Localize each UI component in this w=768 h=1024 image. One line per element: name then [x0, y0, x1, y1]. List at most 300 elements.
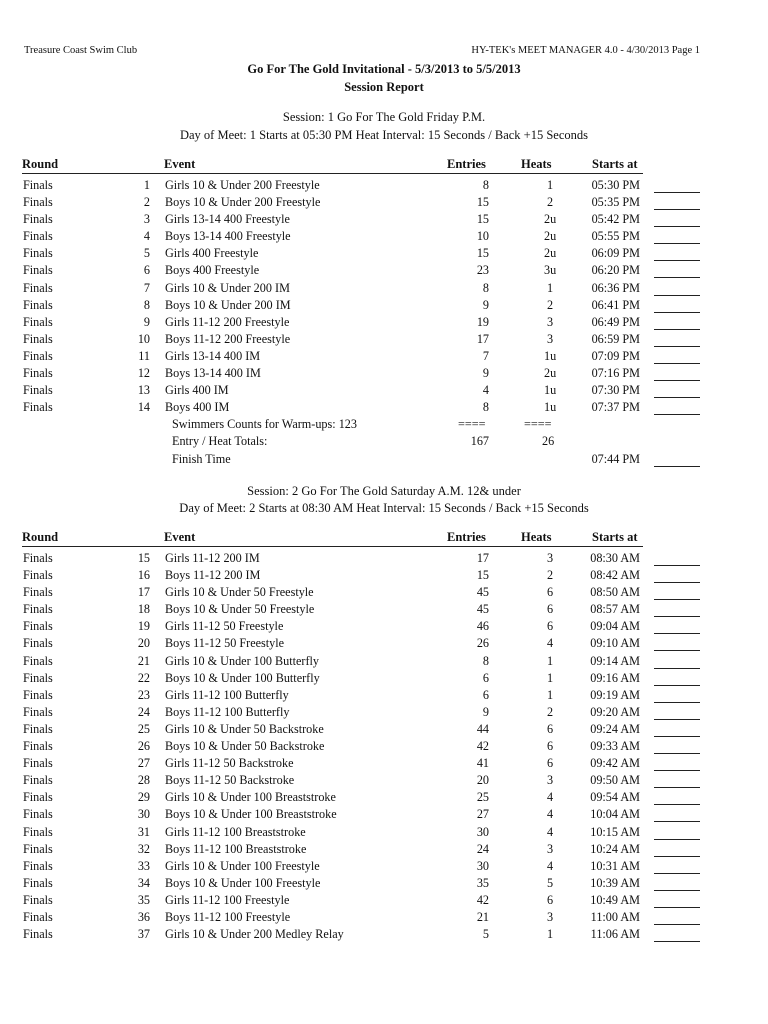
row-start-time: 09:20 AM: [590, 704, 640, 719]
row-entries: 42: [476, 892, 489, 907]
row-heats: 3: [547, 841, 554, 856]
row-heats: 5: [547, 875, 554, 890]
row-start-time: 05:30 PM: [591, 178, 640, 192]
table-row: [0, 331, 768, 348]
table-row: [0, 567, 768, 584]
row-start-time: 05:35 PM: [591, 195, 640, 210]
row-event-name: Girls 11-12 200 Freestyle: [165, 314, 290, 329]
row-event-name: Boys 13-14 400 Freestyle: [165, 229, 291, 244]
row-start-time: 11:00 AM: [590, 909, 640, 924]
row-blank-line: [654, 616, 700, 617]
table-row: [0, 858, 768, 875]
row-heats: 3: [547, 773, 554, 788]
row-round: Finals: [23, 636, 53, 651]
row-start-time: 06:20 PM: [591, 263, 640, 278]
row-event-name: Girls 10 & Under 200 Freestyle: [165, 178, 320, 192]
row-entries: 6: [482, 670, 489, 685]
row-start-time: 08:42 AM: [590, 568, 640, 583]
row-entries: 8: [482, 280, 489, 295]
row-entries: 20: [476, 773, 489, 788]
row-heats: 2: [547, 195, 554, 210]
row-blank-line: [654, 719, 700, 720]
row-event-number: 31: [137, 824, 150, 839]
row-blank-line: [654, 633, 700, 634]
report-title: Session Report: [344, 80, 424, 94]
row-blank-line: [654, 907, 700, 908]
row-round: Finals: [23, 841, 53, 856]
row-round: Finals: [23, 602, 53, 617]
table-row: [0, 584, 768, 601]
row-event-number: 23: [137, 687, 150, 702]
table-row: [0, 297, 768, 314]
row-heats: 6: [547, 739, 554, 754]
row-event-name: Boys 11-12 100 Freestyle: [165, 909, 291, 924]
table-row: [0, 875, 768, 892]
row-blank-line: [654, 414, 700, 415]
row-event-name: Boys 10 & Under 50 Backstroke: [165, 739, 325, 754]
row-blank-line: [654, 295, 700, 296]
row-entries: 45: [476, 585, 489, 600]
row-round: Finals: [23, 195, 53, 210]
table-row: [0, 755, 768, 772]
row-event-number: 29: [137, 790, 150, 805]
row-round: Finals: [23, 568, 53, 583]
session-1-details: Day of Meet: 1 Starts at 05:30 PM Heat Interval: 15 Seconds / Back +15 Seconds: [179, 128, 589, 142]
row-entries: 26: [476, 636, 489, 651]
row-event-number: 25: [137, 721, 150, 736]
row-start-time: 10:24 AM: [590, 841, 640, 856]
row-round: Finals: [23, 229, 53, 244]
row-entries: 10: [476, 229, 489, 244]
row-entries: 46: [476, 619, 489, 634]
row-heats: 2u: [544, 366, 557, 381]
table-row: [0, 550, 768, 567]
row-heats: 2u: [544, 246, 557, 261]
table-row: [0, 806, 768, 823]
row-event-name: Boys 10 & Under 100 Butterfly: [165, 670, 320, 685]
table-row: [0, 228, 768, 245]
col-starts-at: Starts at: [592, 157, 638, 171]
row-start-time: 06:59 PM: [591, 331, 640, 346]
row-heats: 1u: [544, 348, 557, 363]
row-event-name: Boys 11-12 50 Freestyle: [165, 636, 285, 651]
row-round: Finals: [23, 331, 53, 346]
session-2-rows: [0, 550, 768, 943]
table-row: [0, 670, 768, 687]
row-heats: 6: [547, 892, 554, 907]
row-event-number: 19: [137, 619, 150, 634]
table-row: [0, 245, 768, 262]
finish-blank-line: [654, 466, 700, 467]
row-entries: 8: [482, 400, 489, 415]
row-event-number: 2: [143, 195, 150, 210]
row-start-time: 10:49 AM: [590, 892, 640, 907]
row-entries: 8: [482, 178, 489, 192]
row-event-number: 24: [137, 704, 150, 719]
table-row: [0, 211, 768, 228]
row-event-number: 30: [137, 807, 150, 822]
row-event-name: Boys 11-12 100 Butterfly: [165, 704, 290, 719]
row-event-name: Boys 10 & Under 50 Freestyle: [165, 602, 315, 617]
row-entries: 23: [476, 263, 489, 278]
row-heats: 1: [547, 653, 554, 668]
row-blank-line: [654, 397, 700, 398]
row-event-number: 1: [143, 178, 150, 192]
row-event-number: 27: [137, 756, 150, 771]
row-event-number: 15: [137, 551, 150, 565]
row-start-time: 09:04 AM: [590, 619, 640, 634]
row-blank-line: [654, 599, 700, 600]
row-round: Finals: [23, 297, 53, 312]
row-blank-line: [654, 770, 700, 771]
row-entries: 24: [476, 841, 489, 856]
row-blank-line: [654, 582, 700, 583]
row-round: Finals: [23, 366, 53, 381]
table-row: [0, 365, 768, 382]
row-start-time: 07:16 PM: [591, 366, 640, 381]
row-entries: 5: [482, 927, 489, 942]
row-heats: 4: [547, 824, 554, 839]
table-row: [0, 280, 768, 297]
row-event-name: Boys 11-12 200 IM: [165, 568, 261, 583]
meet-title: Go For The Gold Invitational - 5/3/2013 to 5/5/2013: [247, 62, 521, 76]
table-row: [0, 721, 768, 738]
row-heats: 3: [547, 314, 554, 329]
finish-label: Finish Time: [172, 451, 231, 466]
row-round: Finals: [23, 790, 53, 805]
row-event-number: 11: [138, 348, 150, 363]
row-start-time: 07:09 PM: [591, 348, 640, 363]
row-entries: 35: [476, 875, 489, 890]
row-event-number: 8: [143, 297, 150, 312]
table-row: [0, 653, 768, 670]
row-event-name: Girls 13-14 400 Freestyle: [165, 212, 290, 227]
row-heats: 4: [547, 807, 554, 822]
row-blank-line: [654, 668, 700, 669]
row-heats: 6: [547, 585, 554, 600]
row-blank-line: [654, 380, 700, 381]
col-starts-at: Starts at: [592, 530, 638, 544]
row-event-name: Girls 11-12 100 Freestyle: [165, 892, 290, 907]
row-round: Finals: [23, 314, 53, 329]
row-event-name: Boys 10 & Under 200 IM: [165, 297, 291, 312]
row-round: Finals: [23, 246, 53, 261]
row-event-name: Girls 10 & Under 200 IM: [165, 280, 290, 295]
row-round: Finals: [23, 858, 53, 873]
row-heats: 1: [547, 927, 554, 942]
row-event-name: Girls 11-12 100 Butterfly: [165, 687, 289, 702]
table-row: [0, 772, 768, 789]
row-blank-line: [654, 243, 700, 244]
row-round: Finals: [23, 739, 53, 754]
row-start-time: 09:50 AM: [590, 773, 640, 788]
row-blank-line: [654, 890, 700, 891]
table-row: [0, 348, 768, 365]
row-heats: 2u: [544, 212, 557, 227]
row-event-number: 33: [137, 858, 150, 873]
table-row: [0, 399, 768, 416]
row-heats: 6: [547, 721, 554, 736]
row-event-number: 3: [143, 212, 150, 227]
row-start-time: 11:06 AM: [590, 927, 640, 942]
table-row: [0, 789, 768, 806]
session-2-details: Day of Meet: 2 Starts at 08:30 AM Heat Interval: 15 Seconds / Back +15 Seconds: [179, 501, 589, 515]
row-start-time: 08:50 AM: [590, 585, 640, 600]
row-blank-line: [654, 565, 700, 566]
row-entries: 9: [482, 704, 489, 719]
row-start-time: 05:42 PM: [591, 212, 640, 227]
col-event: Event: [164, 530, 196, 544]
row-start-time: 10:04 AM: [590, 807, 640, 822]
session-1-rows: [0, 177, 768, 468]
row-heats: 1: [547, 670, 554, 685]
row-start-time: 08:30 AM: [590, 551, 640, 565]
row-entries: 4: [482, 383, 489, 398]
row-event-name: Girls 10 & Under 100 Freestyle: [165, 858, 320, 873]
table-row: [0, 926, 768, 943]
row-start-time: 10:15 AM: [590, 824, 640, 839]
header-rule-2: [22, 546, 643, 547]
row-blank-line: [654, 329, 700, 330]
row-event-number: 4: [143, 229, 150, 244]
col-event: Event: [164, 157, 196, 171]
row-event-name: Girls 400 IM: [165, 383, 229, 398]
row-heats: 6: [547, 602, 554, 617]
row-start-time: 09:54 AM: [590, 790, 640, 805]
row-entries: 8: [482, 653, 489, 668]
row-event-name: Girls 11-12 50 Freestyle: [165, 619, 284, 634]
row-round: Finals: [23, 551, 53, 565]
row-round: Finals: [23, 263, 53, 278]
row-blank-line: [654, 702, 700, 703]
row-round: Finals: [23, 773, 53, 788]
row-heats: 4: [547, 790, 554, 805]
row-blank-line: [654, 650, 700, 651]
row-heats: 3: [547, 909, 554, 924]
row-blank-line: [654, 821, 700, 822]
row-event-number: 35: [137, 892, 150, 907]
row-event-number: 5: [143, 246, 150, 261]
row-blank-line: [654, 839, 700, 840]
header-rule-1: [22, 173, 643, 174]
row-event-name: Girls 10 & Under 100 Breaststroke: [165, 790, 336, 805]
finish-time-row: [0, 451, 768, 468]
row-blank-line: [654, 260, 700, 261]
row-event-name: Boys 400 Freestyle: [165, 263, 260, 278]
row-event-name: Girls 10 & Under 50 Backstroke: [165, 721, 324, 736]
col-entries: Entries: [447, 530, 486, 544]
row-blank-line: [654, 363, 700, 364]
row-round: Finals: [23, 585, 53, 600]
row-entries: 15: [476, 195, 489, 210]
row-entries: 15: [476, 212, 489, 227]
row-round: Finals: [23, 280, 53, 295]
row-round: Finals: [23, 704, 53, 719]
row-event-name: Boys 10 & Under 100 Breaststroke: [165, 807, 337, 822]
row-start-time: 07:37 PM: [591, 400, 640, 415]
row-event-name: Boys 13-14 400 IM: [165, 366, 261, 381]
row-round: Finals: [23, 400, 53, 415]
table-row: [0, 738, 768, 755]
row-blank-line: [654, 312, 700, 313]
row-event-name: Boys 11-12 50 Backstroke: [165, 773, 295, 788]
col-round: Round: [22, 157, 59, 171]
row-event-number: 14: [137, 400, 150, 415]
row-blank-line: [654, 804, 700, 805]
row-blank-line: [654, 736, 700, 737]
row-round: Finals: [23, 824, 53, 839]
row-entries: 15: [476, 568, 489, 583]
table-row: [0, 601, 768, 618]
row-entries: 7: [482, 348, 489, 363]
row-event-number: 18: [137, 602, 150, 617]
row-blank-line: [654, 192, 700, 193]
table-row: [0, 382, 768, 399]
row-entries: 9: [482, 297, 489, 312]
row-event-number: 21: [137, 653, 150, 668]
row-event-name: Girls 11-12 100 Breaststroke: [165, 824, 306, 839]
row-round: Finals: [23, 670, 53, 685]
row-event-number: 22: [137, 670, 150, 685]
row-event-number: 34: [137, 875, 150, 890]
row-blank-line: [654, 346, 700, 347]
row-event-name: Boys 400 IM: [165, 400, 230, 415]
row-round: Finals: [23, 687, 53, 702]
row-event-number: 36: [137, 909, 150, 924]
row-event-name: Girls 11-12 200 IM: [165, 551, 260, 565]
row-event-name: Girls 10 & Under 200 Medley Relay: [165, 927, 344, 942]
row-blank-line: [654, 941, 700, 942]
session-1-title: Session: 1 Go For The Gold Friday P.M.: [282, 110, 486, 124]
row-round: Finals: [23, 212, 53, 227]
row-start-time: 09:10 AM: [590, 636, 640, 651]
row-start-time: 09:19 AM: [590, 687, 640, 702]
row-round: Finals: [23, 653, 53, 668]
table-row: [0, 194, 768, 211]
row-event-name: Girls 400 Freestyle: [165, 246, 259, 261]
row-entries: 30: [476, 824, 489, 839]
row-round: Finals: [23, 927, 53, 942]
row-event-name: Girls 10 & Under 100 Butterfly: [165, 653, 320, 668]
row-entries: 41: [476, 756, 489, 771]
row-event-number: 32: [137, 841, 150, 856]
header-software: HY-TEK's MEET MANAGER 4.0 - 4/30/2013 Page 1: [471, 45, 700, 56]
totals-row: [0, 433, 768, 450]
header-club: Treasure Coast Swim Club: [24, 45, 138, 56]
table-row: [0, 314, 768, 331]
row-start-time: 09:14 AM: [590, 653, 640, 668]
row-entries: 9: [482, 366, 489, 381]
row-event-number: 26: [137, 739, 150, 754]
row-event-number: 7: [143, 280, 150, 295]
row-event-name: Girls 11-12 50 Backstroke: [165, 756, 294, 771]
row-round: Finals: [23, 383, 53, 398]
col-heats: Heats: [521, 530, 552, 544]
row-event-number: 28: [137, 773, 150, 788]
row-blank-line: [654, 856, 700, 857]
warmup-label: Swimmers Counts for Warm-ups: 123: [172, 417, 357, 432]
row-event-number: 37: [137, 927, 150, 942]
row-heats: 2: [547, 568, 554, 583]
row-start-time: 09:24 AM: [590, 721, 640, 736]
row-heats: 1: [547, 178, 554, 192]
warmup-entries: ====: [458, 417, 486, 432]
row-event-name: Boys 10 & Under 200 Freestyle: [165, 195, 321, 210]
row-entries: 27: [476, 807, 489, 822]
warmup-heats: ====: [524, 417, 552, 432]
row-heats: 3u: [544, 263, 557, 278]
row-round: Finals: [23, 756, 53, 771]
row-start-time: 06:09 PM: [591, 246, 640, 261]
row-start-time: 06:41 PM: [591, 297, 640, 312]
row-heats: 3: [547, 331, 554, 346]
row-heats: 4: [547, 858, 554, 873]
row-event-name: Boys 10 & Under 100 Freestyle: [165, 875, 321, 890]
row-heats: 3: [547, 551, 554, 565]
row-heats: 2: [547, 704, 554, 719]
row-event-number: 17: [137, 585, 150, 600]
row-entries: 25: [476, 790, 489, 805]
row-event-name: Boys 11-12 100 Breaststroke: [165, 841, 307, 856]
totals-entries: 167: [470, 434, 489, 449]
row-start-time: 07:30 PM: [591, 383, 640, 398]
col-entries: Entries: [447, 157, 486, 171]
row-event-number: 16: [137, 568, 150, 583]
row-blank-line: [654, 787, 700, 788]
row-start-time: 10:39 AM: [590, 875, 640, 890]
row-event-name: Boys 11-12 200 Freestyle: [165, 331, 291, 346]
row-round: Finals: [23, 807, 53, 822]
row-heats: 1: [547, 687, 554, 702]
row-start-time: 06:49 PM: [591, 314, 640, 329]
row-round: Finals: [23, 619, 53, 634]
row-event-number: 20: [137, 636, 150, 651]
table-row: [0, 909, 768, 926]
table-row: [0, 704, 768, 721]
row-entries: 19: [476, 314, 489, 329]
row-heats: 2u: [544, 229, 557, 244]
row-start-time: 10:31 AM: [590, 858, 640, 873]
row-heats: 1u: [544, 400, 557, 415]
row-heats: 6: [547, 619, 554, 634]
row-blank-line: [654, 924, 700, 925]
row-heats: 6: [547, 756, 554, 771]
row-event-name: Girls 13-14 400 IM: [165, 348, 261, 363]
row-round: Finals: [23, 348, 53, 363]
warmup-counts-row: [0, 416, 768, 433]
row-heats: 4: [547, 636, 554, 651]
totals-heats: 26: [542, 434, 555, 449]
row-entries: 6: [482, 687, 489, 702]
row-event-number: 9: [143, 314, 150, 329]
row-round: Finals: [23, 892, 53, 907]
row-heats: 2: [547, 297, 554, 312]
row-event-number: 12: [137, 366, 150, 381]
row-start-time: 05:55 PM: [591, 229, 640, 244]
row-start-time: 09:16 AM: [590, 670, 640, 685]
table-row: [0, 262, 768, 279]
row-event-number: 6: [143, 263, 150, 278]
row-start-time: 09:42 AM: [590, 756, 640, 771]
row-round: Finals: [23, 909, 53, 924]
session-2-title: Session: 2 Go For The Gold Saturday A.M. 12& under: [247, 484, 521, 498]
totals-label: Entry / Heat Totals:: [172, 434, 268, 449]
col-heats: Heats: [521, 157, 552, 171]
row-entries: 17: [476, 551, 489, 565]
row-entries: 44: [476, 721, 489, 736]
row-entries: 42: [476, 739, 489, 754]
row-entries: 30: [476, 858, 489, 873]
